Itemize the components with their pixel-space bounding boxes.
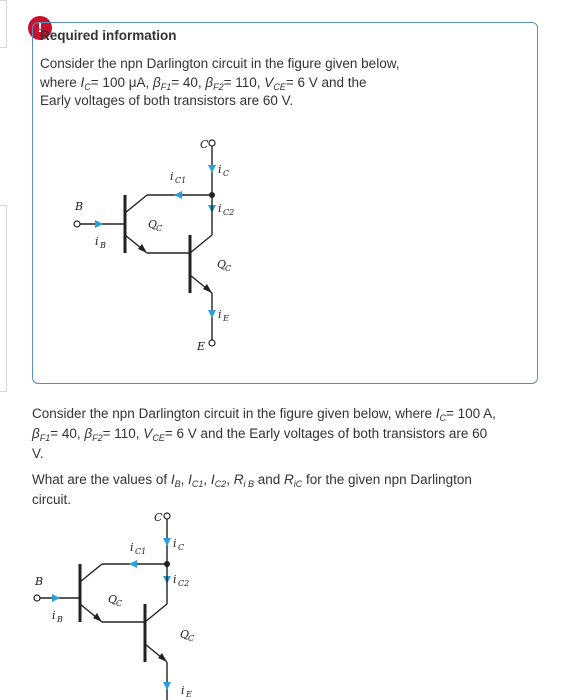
arrow-ic1	[174, 191, 182, 199]
terminal-b	[74, 221, 80, 227]
card-title: Required information	[40, 28, 177, 43]
svg-text:i: i	[52, 609, 56, 622]
svg-text:i: i	[170, 170, 174, 183]
terminal-e-label: E	[197, 340, 206, 353]
svg-text:C2: C2	[223, 208, 235, 217]
svg-text:Q: Q	[180, 628, 190, 641]
svg-text:C: C	[178, 543, 185, 552]
terminal-c	[209, 140, 215, 146]
left-panel-edge	[0, 0, 7, 48]
svg-text:Q: Q	[148, 218, 158, 231]
svg-text:C1: C1	[175, 176, 187, 185]
arrow-ie	[208, 310, 216, 318]
svg-text:C: C	[156, 224, 163, 233]
svg-text:Q: Q	[217, 258, 227, 271]
svg-text:C2: C2	[178, 579, 190, 588]
svg-text:E: E	[223, 314, 229, 323]
svg-text:i: i	[218, 163, 222, 176]
left-panel-edge	[0, 205, 7, 392]
svg-text:C: C	[188, 634, 195, 643]
svg-text:E: E	[186, 690, 192, 699]
svg-text:B: B	[57, 615, 63, 624]
arrow-ic	[208, 165, 216, 173]
svg-text:i: i	[218, 308, 222, 321]
terminal-c-label: C	[200, 138, 209, 151]
svg-text:i: i	[173, 573, 177, 586]
svg-text:B: B	[100, 241, 106, 250]
darlington-circuit-figure-2	[30, 508, 230, 700]
svg-text:B: B	[35, 575, 44, 588]
question-text: Consider the npn Darlington circuit in the figure given below, where $I_C= 100$ A, $\beta_{F1}= 40$, $\beta_{F2}= 110$, $V_{CE}= 6$ V and the Early voltages of both transistors are 60 V.	[32, 406, 496, 461]
svg-text:Q: Q	[108, 593, 118, 606]
svg-text:C: C	[225, 264, 232, 273]
svg-text:i: i	[95, 235, 99, 248]
svg-text:C: C	[154, 511, 163, 524]
svg-text:C: C	[223, 169, 230, 178]
arrow-ib	[95, 220, 103, 228]
svg-text:i: i	[173, 537, 177, 550]
alert-icon: !	[28, 16, 52, 40]
svg-text:i: i	[130, 541, 134, 554]
terminal-b-label: B	[75, 200, 84, 213]
terminal-e	[209, 340, 215, 346]
svg-text:i: i	[181, 684, 185, 697]
card-description: Consider the npn Darlington circuit in the figure given below, where $I_C= 100$ μA, $\beta_{F1}= 40$, $\beta_{F2}= 110$, $V_{CE}= 6$ V and the Early voltages of both transistors are 60 V.	[40, 56, 400, 108]
svg-text:C: C	[116, 599, 123, 608]
svg-text:C1: C1	[135, 547, 147, 556]
question-ask: What are the values of $I_B$, $I_{C1}$, $I_{C2}$, $R_{i B}$ and $R_{iC}$ for the given npn Darlington circuit.	[32, 472, 472, 507]
darlington-circuit-figure	[55, 135, 255, 357]
svg-text:i: i	[218, 202, 222, 215]
